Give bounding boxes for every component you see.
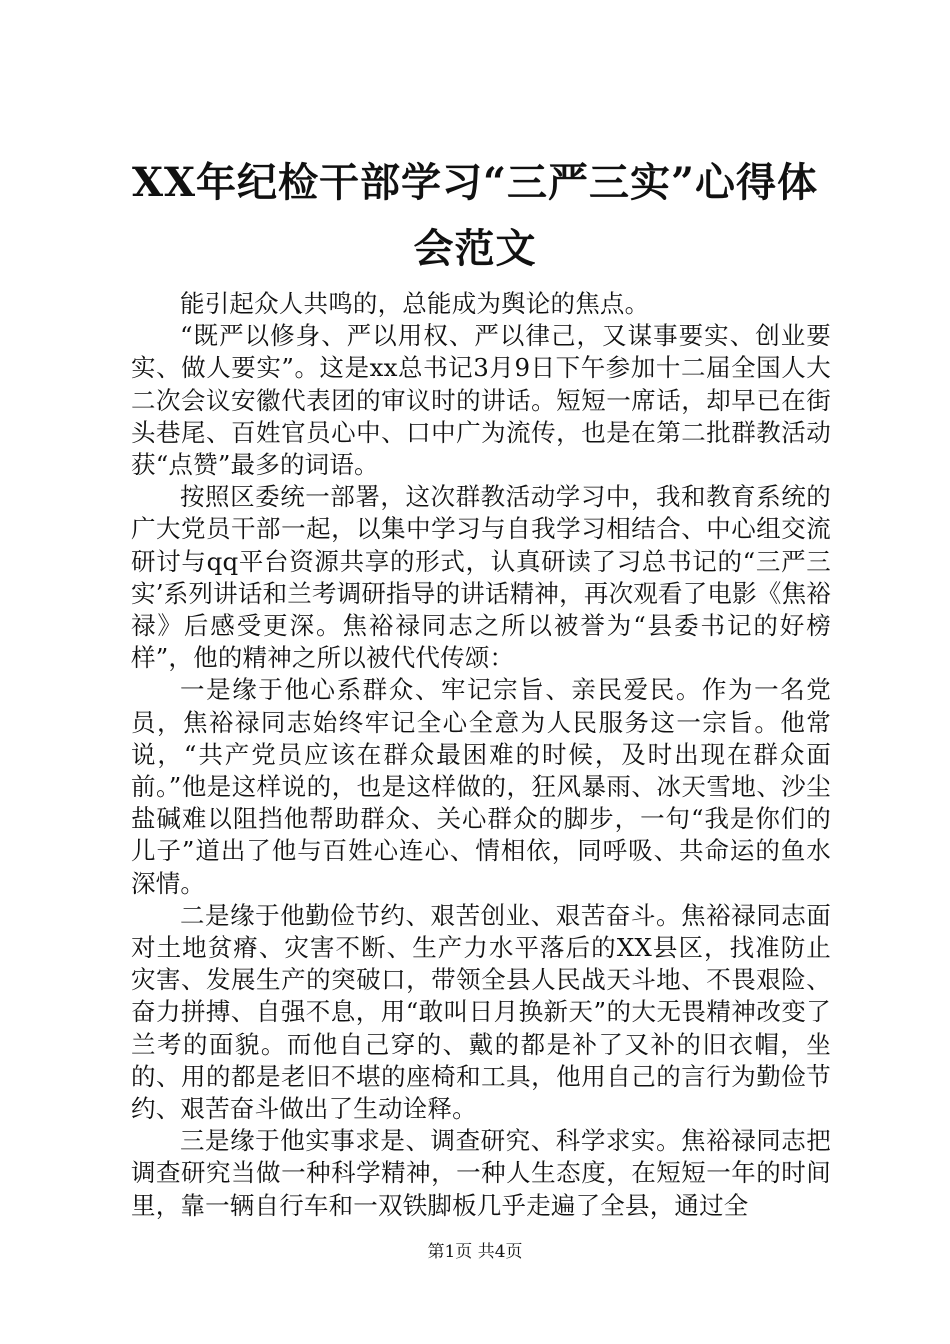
page-footer: 第1页 共4页 [427,1242,523,1262]
paragraph: 一是缘于他心系群众、牢记宗旨、亲民爱民。作为一名党员，焦裕禄同志始终牢记全心全意为人民服务这一宗旨。他常说，“共产党员应该在群众最困难的时候，及时出现在群众面前。”他是这样说的，也是这样做的，狂风暴雨、冰天雪地、沙尘盐碱难以阻挡他帮助群众、关心群众的脚步，一句“我是你们的儿子”道出了他与百姓心连心、情相依，同呼吸、共命运的鱼水深情。 [131,675,831,898]
document-body [131,288,831,1222]
paragraph: 二是缘于他勤俭节约、艰苦创业、艰苦奋斗。焦裕禄同志面对土地贫瘠、灾害不断、生产力水平落后的XX县区，找准防止灾害、发展生产的突破口，带领全县人民战天斗地、不畏艰险、奋力拼搏、自强不息，用“敢叫日月换新天”的大无畏精神改变了兰考的面貌。而他自己穿的、戴的都是补了又补的旧衣帽，坐的、用的都是老旧不堪的座椅和工具，他用自己的言行为勤俭节约、艰苦奋斗做出了生动诠释。 [131,900,831,1124]
document-title: XX年纪检干部学习“三严三实”心得体会范文 [131,159,819,272]
paragraph: 按照区委统一部署，这次群教活动学习中，我和教育系统的广大党员干部一起，以集中学习与自我学习相结合、中心组交流研讨与qq平台资源共享的形式，认真研读了习总书记的“三严三实’系列讲话和兰考调研指导的讲话精神，再次观看了电影《焦裕禄》后感受更深。焦裕禄同志之所以被誉为“县委书记的好榜样”，他的精神之所以被代代传颂： [131,482,831,673]
paragraph: 三是缘于他实事求是、调查研究、科学求实。焦裕禄同志把调查研究当做一种科学精神，一种人生态度，在短短一年的时间里，靠一辆自行车和一双铁脚板几乎走遍了全县，通过全 [131,1126,831,1220]
paragraph: “既严以修身、严以用权、严以律己，又谋事要实、创业要实、做人要实”。这是xx总书记3月9日下午参加十二届全国人大二次会议安徽代表团的审议时的讲话。短短一席话，却早已在街头巷尾、百姓官员心中、口中广为流传，也是在第二批群教活动获“点赞”最多的词语。 [131,321,831,480]
paragraph: 能引起众人共鸣的，总能成为舆论的焦点。 [180,289,650,318]
